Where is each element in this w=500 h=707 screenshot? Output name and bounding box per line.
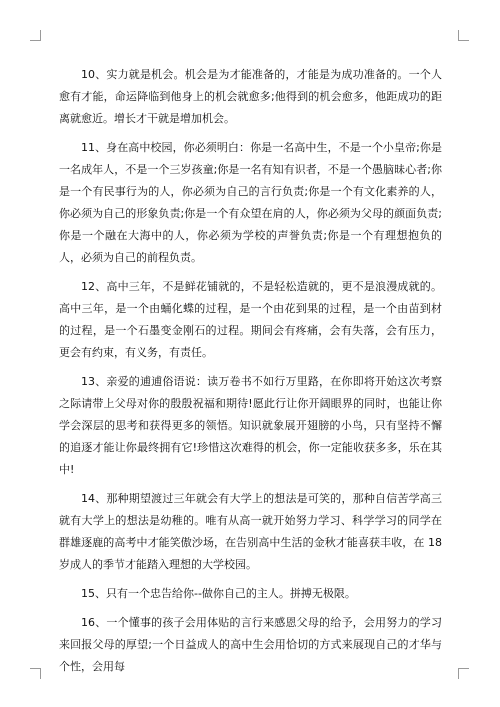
paragraph-10: 10、实力就是机会。机会是为才能准备的，才能是为成功准备的。一个人愈有才能，命运降临到他身上的机会就愈多;他得到的机会愈多，他距成功的距离就愈近。增长才干就是增加机会。	[59, 68, 442, 125]
paragraph-14: 14、那种期望渡过三年就会有大学上的想法是可笑的，那种自信苦学高三就有大学上的想法是幼稚的。唯有从高一就开始努力学习、科学学习的同学在群雄逐鹿的高考中才能笑傲沙场，在告别高中生活的金秋才能喜获丰收，在 18 岁成人的季节才能踏入理想的大学校园。	[59, 492, 442, 571]
paragraph-11: 11、身在高中校园，你必须明白：你是一名高中生，不是一个小皇帝;你是一名成年人，不是一个三岁孩童;你是一名有知有识者，不是一个愚脑昧心者;你是一个有民事行为的人，你必须为自己的言行负责;你是一个有文化素养的人，你必须为自己的形象负责;你是一个有众望在肩的人，你必须为父母的颜面负责;你是一个融在大海中的人，你必须为学校的声誉负责;你是一个有理想抱负的人，必须为自己的前程负责。	[59, 141, 442, 264]
crop-mark-top-right	[458, 30, 469, 41]
document-body	[59, 64, 442, 678]
paragraph-13: 13、亲爱的逋逋俗语说：读万卷书不如行万里路，在你即将开始这次考察之际请带上父母对你的殷殷祝福和期待!愿此行让你开阔眼界的同时，也能让你学会深层的思考和获得更多的领悟。知识就象展开翅膀的小鸟，只有坚持不懈的追逐才能让你最终拥有它!珍惜这次难得的机会，你一定能收获多多，乐在其中!	[59, 375, 442, 476]
paragraph-16: 16、一个懂事的孩子会用体贴的言行来感恩父母的给予，会用努力的学习来回报父母的厚望;一个日益成人的高中生会用恰切的方式来展现自己的才华与个性，会用每	[59, 616, 442, 673]
paragraph-15: 15、只有一个忠告给你--做你自己的主人。拼搏无极限。	[81, 587, 356, 600]
crop-mark-bottom-left	[30, 668, 41, 679]
paragraph-12: 12、高中三年，不是鲜花铺就的，不是轻松造就的，更不是浪漫成就的。高中三年，是一个由蛹化蝶的过程，是一个由花到果的过程，是一个由苗到材的过程，是一个石墨变金刚石的过程。期间会有疼痛，会有失落，会有压力，更会有约束，有义务，有责任。	[59, 280, 442, 359]
crop-mark-top-left	[30, 30, 41, 41]
crop-mark-bottom-right	[458, 668, 469, 679]
